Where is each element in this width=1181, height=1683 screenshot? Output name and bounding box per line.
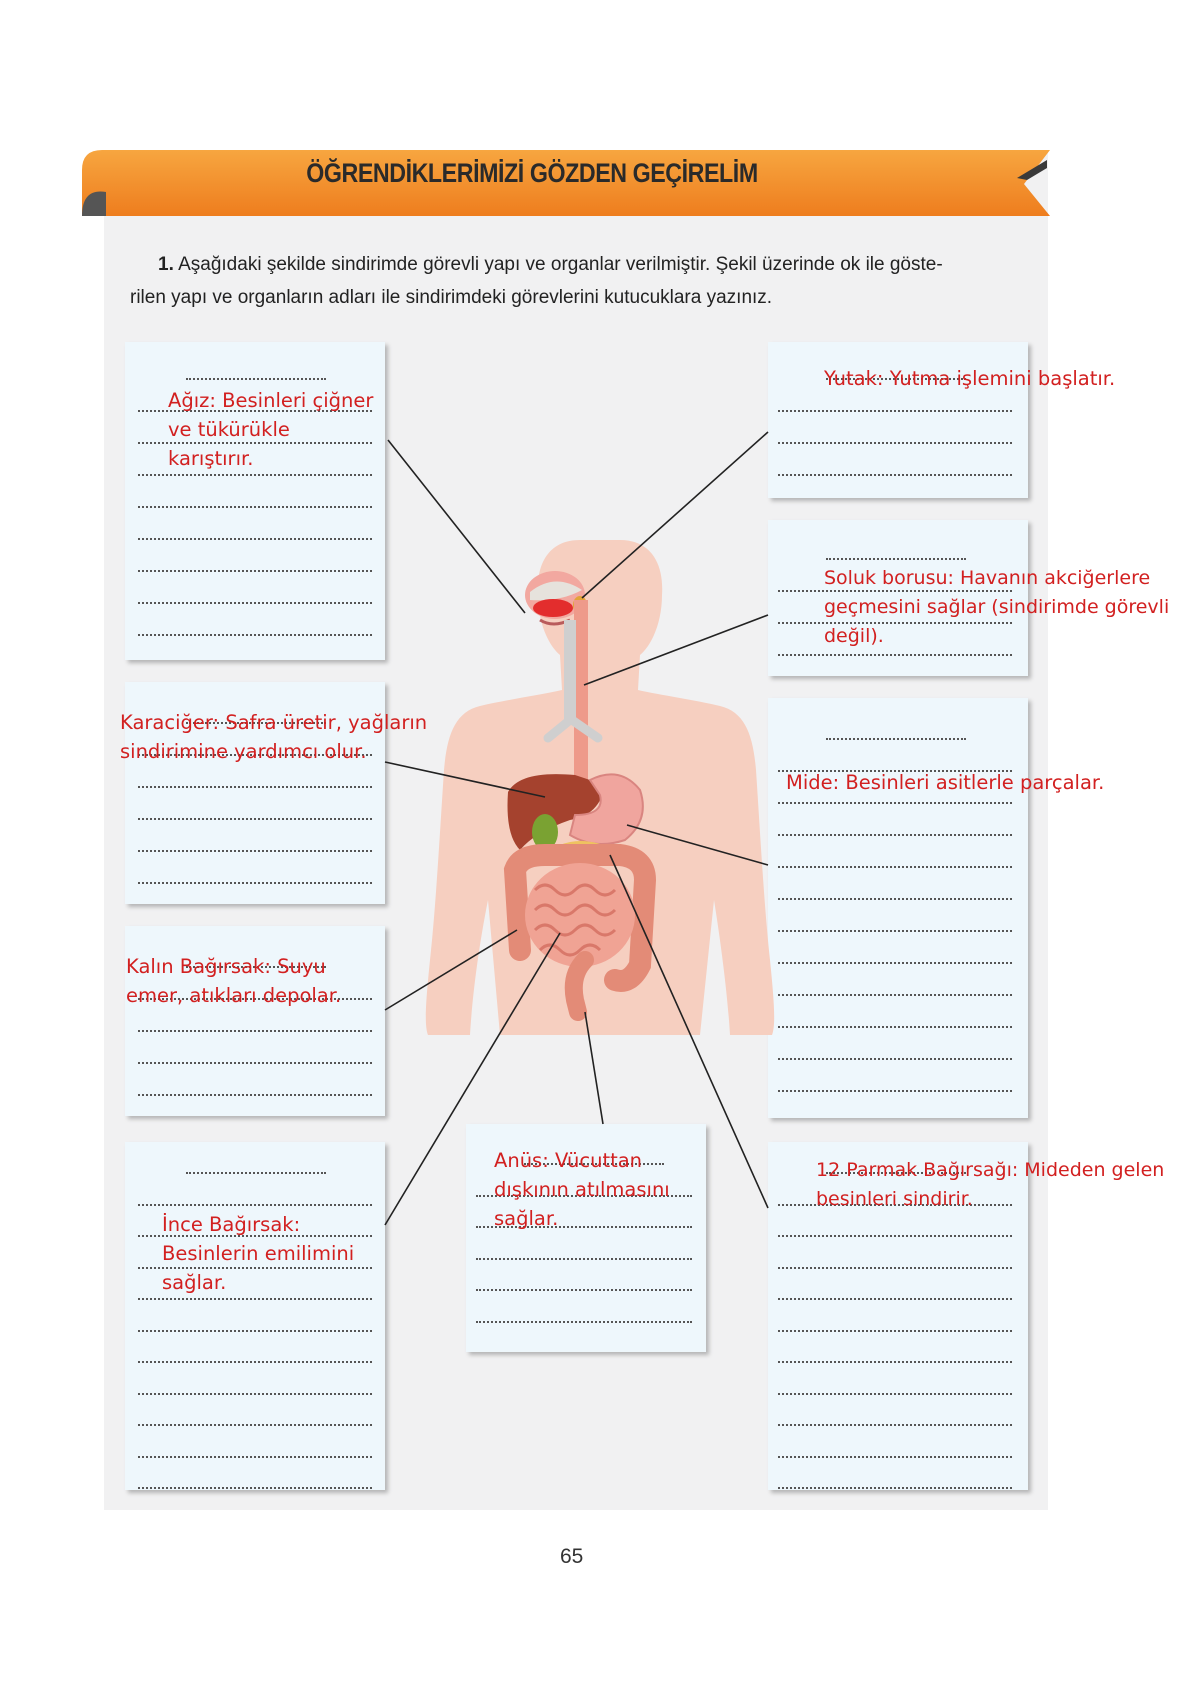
question-line-1: Aşağıdaki şekilde sindirimde görevli yapı ve organlar verilmiştir. Şekil üzerinde ok ile göste- — [178, 254, 943, 275]
question-number: 1. — [158, 254, 174, 275]
answer-pharynx: Yutak: Yutma işlemini başlatır. — [824, 367, 1116, 390]
answer-small-intestine: İnce Bağırsak: Besinlerin emilimini sağlar. — [162, 1213, 355, 1294]
page-title: ÖĞRENDİKLERİMİZİ GÖZDEN GEÇİRELİM — [306, 158, 758, 188]
answer-duodenum: 12 Parmak Bağırsağı: Mideden gelen besinleri sindirir. — [816, 1159, 1165, 1210]
question-line-2: rilen yapı ve organların adları ile sindirimdeki görevlerini kutucuklara yazınız. — [130, 287, 773, 308]
answer-liver: Karaciğer: Safra üretir, yağların sindirimine yardımcı olur. — [120, 711, 428, 763]
answer-large-intestine: Kalın Bağırsak: Suyu emer, atıkları depolar. — [126, 955, 342, 1007]
answer-anus: Anüs: Vücuttan dışkının atılmasını sağlar. — [494, 1149, 670, 1230]
answer-trachea: Soluk borusu: Havanın akciğerlere geçmesini sağlar (sindirimde görevli değil). — [824, 567, 1170, 647]
page-number: 65 — [560, 1545, 584, 1568]
answer-stomach: Mide: Besinleri asitlerle parçalar. — [786, 771, 1105, 794]
answer-mouth: Ağız: Besinleri çiğner ve tükürükle karıştırır. — [168, 389, 374, 470]
